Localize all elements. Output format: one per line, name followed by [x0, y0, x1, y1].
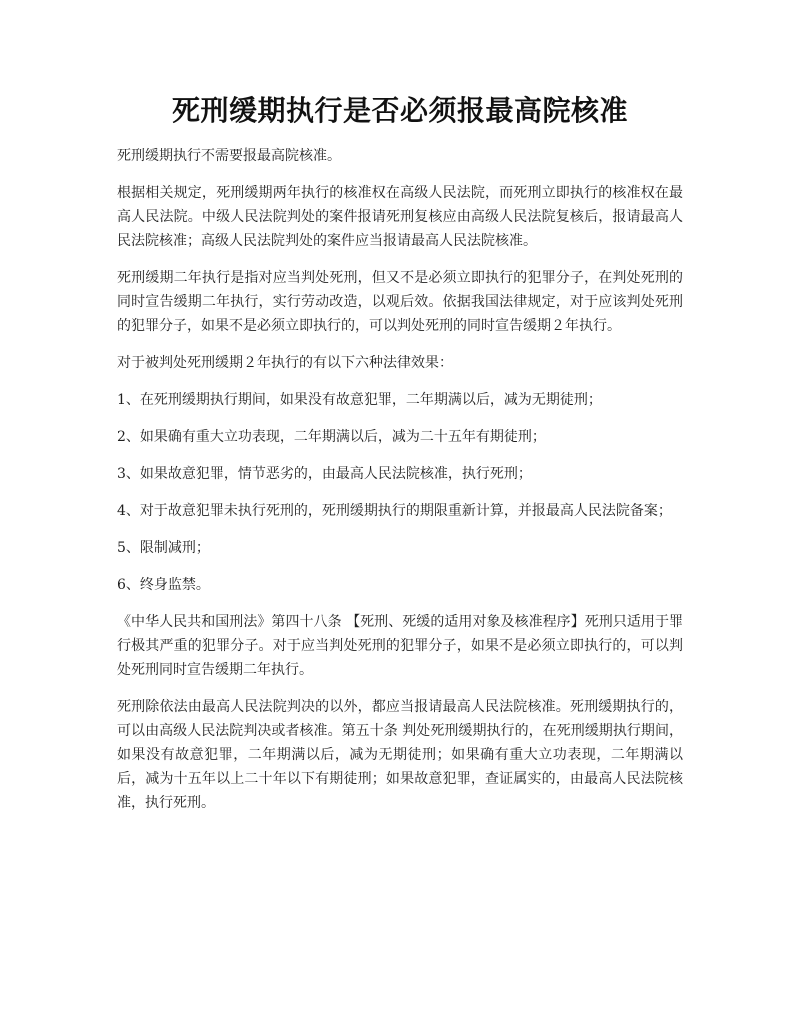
- paragraph-summary: 死刑缓期执行不需要报最高院核准。: [117, 148, 341, 164]
- list-item-effect-5: 5、限制减刑；: [117, 540, 210, 556]
- list-item-effect-1: 1、在死刑缓期执行期间，如果没有故意犯罪，二年期满以后，减为无期徒刑；: [117, 392, 602, 408]
- list-item-effect-3: 3、如果故意犯罪，情节恶劣的，由最高人民法院核准，执行死刑；: [117, 466, 532, 482]
- paragraph-criminal-law-article-50: 死刑除依法由最高人民法院判决的以外，都应当报请最高人民法院核准。死刑缓期执行的，可以由高级人民法院判决或者核准。第五十条 判处死刑缓期执行的，在死刑缓期执行期间，如果没有故意犯罪，二年期满以后，减为无期徒刑；如果确有重大立功表现，二年期满以后，减为十五年以上二十年以下有期徒刑；如果故意犯罪，查证属实的，由最高人民法院核准，执行死刑。: [117, 699, 683, 811]
- document-title: 死刑缓期执行是否必须报最高院核准: [171, 94, 628, 127]
- list-item-effect-2: 2、如果确有重大立功表现，二年期满以后，减为二十五年有期徒刑；: [117, 429, 546, 445]
- paragraph-definition: 死刑缓期二年执行是指对应当判处死刑，但又不是必须立即执行的犯罪分子，在判处死刑的同时宣告缓期二年执行，实行劳动改造，以观后效。依据我国法律规定，对于应该判处死刑的犯罪分子，如果不是必须立即执行的，可以判处死刑的同时宣告缓期２年执行。: [117, 270, 683, 334]
- list-item-effect-4: 4、对于故意犯罪未执行死刑的，死刑缓期执行的期限重新计算，并报最高人民法院备案；: [117, 503, 672, 519]
- paragraph-criminal-law-article-48: 《中华人民共和国刑法》第四十八条 【死刑、死缓的适用对象及核准程序】死刑只适用于罪行极其严重的犯罪分子。对于应当判处死刑的犯罪分子，如果不是必须立即执行的，可以判处死刑同时宣告缓期二年执行。: [117, 614, 683, 678]
- document-body: [117, 144, 683, 815]
- list-item-effect-6: 6、终身监禁。: [117, 577, 210, 593]
- paragraph-effects-intro: 对于被判处死刑缓期２年执行的有以下六种法律效果：: [117, 355, 453, 371]
- paragraph-approval-authority: 根据相关规定，死刑缓期两年执行的核准权在高级人民法院，而死刑立即执行的核准权在最高人民法院。中级人民法院判处的案件报请死刑复核应由高级人民法院复核后，报请最高人民法院核准；高级人民法院判处的案件应当报请最高人民法院核准。: [117, 185, 683, 249]
